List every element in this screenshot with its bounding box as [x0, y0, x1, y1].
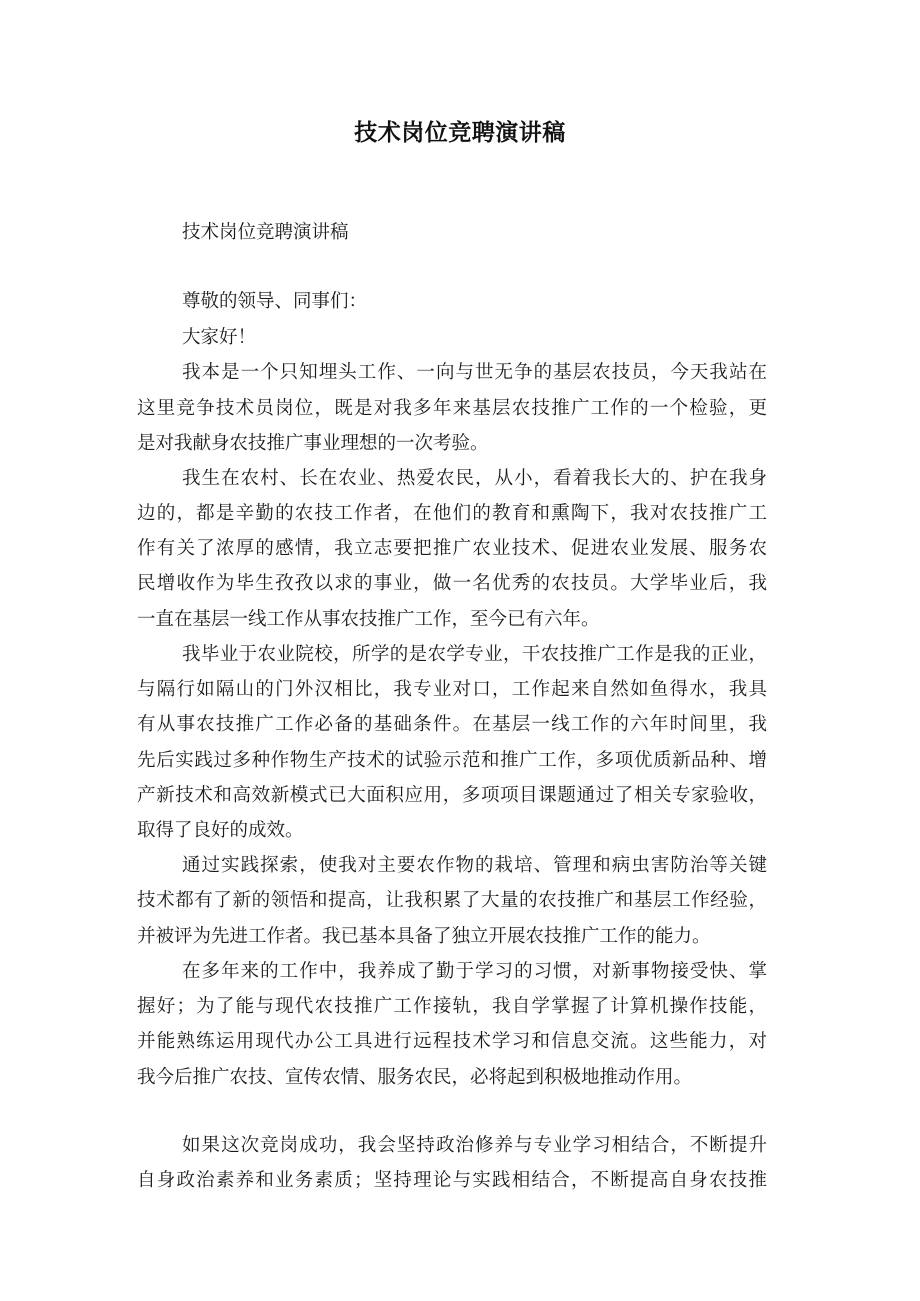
- text-line: 通过实践探索，使我对主要农作物的栽培、管理和病虫害防治等关键: [182, 855, 767, 876]
- greeting-line: 大家好！: [182, 327, 257, 348]
- text-line: 边的，都是辛勤的农技工作者，在他们的教育和熏陶下，我对农技推广工: [137, 503, 767, 524]
- text-line: 一直在基层一线工作从事农技推广工作，至今已有六年。: [137, 609, 600, 630]
- text-line: 先后实践过多种作物生产技术的试验示范和推广工作，多项优质新品种、增: [137, 750, 767, 771]
- text-line: 我本是一个只知埋头工作、一向与世无争的基层农技员，今天我站在: [182, 362, 767, 383]
- text-line: 民增收作为毕生孜孜以求的事业，做一名优秀的农技员。大学毕业后，我: [137, 573, 767, 594]
- text-line: 产新技术和高效新模式已大面积应用，多项项目课题通过了相关专家验收，: [137, 785, 767, 806]
- text-line: 握好；为了能与现代农技推广工作接轨，我自学掌握了计算机操作技能，: [137, 996, 767, 1017]
- text-line: 并被评为先进工作者。我已基本具备了独立开展农技推广工作的能力。: [137, 926, 711, 947]
- text-line: 与隔行如隔山的门外汉相比，我专业对口，工作起来自然如鱼得水，我具: [137, 679, 767, 700]
- text-line: 作有关了浓厚的感情，我立志要把推广农业技术、促进农业发展、服务农: [137, 538, 767, 559]
- text-line: 取得了良好的成效。: [137, 820, 304, 841]
- text-line: 并能熟练运用现代办公工具进行远程技术学习和信息交流。这些能力，对: [137, 1031, 767, 1052]
- text-line: 自身政治素养和业务素质；坚持理论与实践相结合，不断提高自身农技推: [137, 1170, 767, 1191]
- text-line: 技术都有了新的领悟和提高，让我积累了大量的农技推广和基层工作经验，: [137, 890, 767, 911]
- text-line: 是对我献身农技推广事业理想的一次考验。: [137, 433, 489, 454]
- text-line: 如果这次竞岗成功，我会坚持政治修养与专业学习相结合，不断提升: [182, 1135, 767, 1156]
- salutation-line: 尊敬的领导、同事们：: [182, 291, 368, 312]
- text-line: 我毕业于农业院校，所学的是农学专业，干农技推广工作是我的正业，: [182, 644, 767, 665]
- text-line: 有从事农技推广工作必备的基础条件。在基层一线工作的六年时间里，我: [137, 714, 767, 735]
- document-title: 技术岗位竞聘演讲稿: [354, 120, 566, 146]
- text-line: 在多年来的工作中，我养成了勤于学习的习惯，对新事物接受快、掌: [182, 961, 767, 982]
- subtitle-line: 技术岗位竞聘演讲稿: [182, 222, 349, 243]
- text-line: 我生在农村、长在农业、热爱农民，从小，看着我长大的、护在我身: [182, 468, 767, 489]
- text-line: 这里竞争技术员岗位，既是对我多年来基层农技推广工作的一个检验，更: [137, 398, 767, 419]
- text-line: 我今后推广农技、宣传农情、服务农民，必将起到积极地推动作用。: [137, 1067, 693, 1088]
